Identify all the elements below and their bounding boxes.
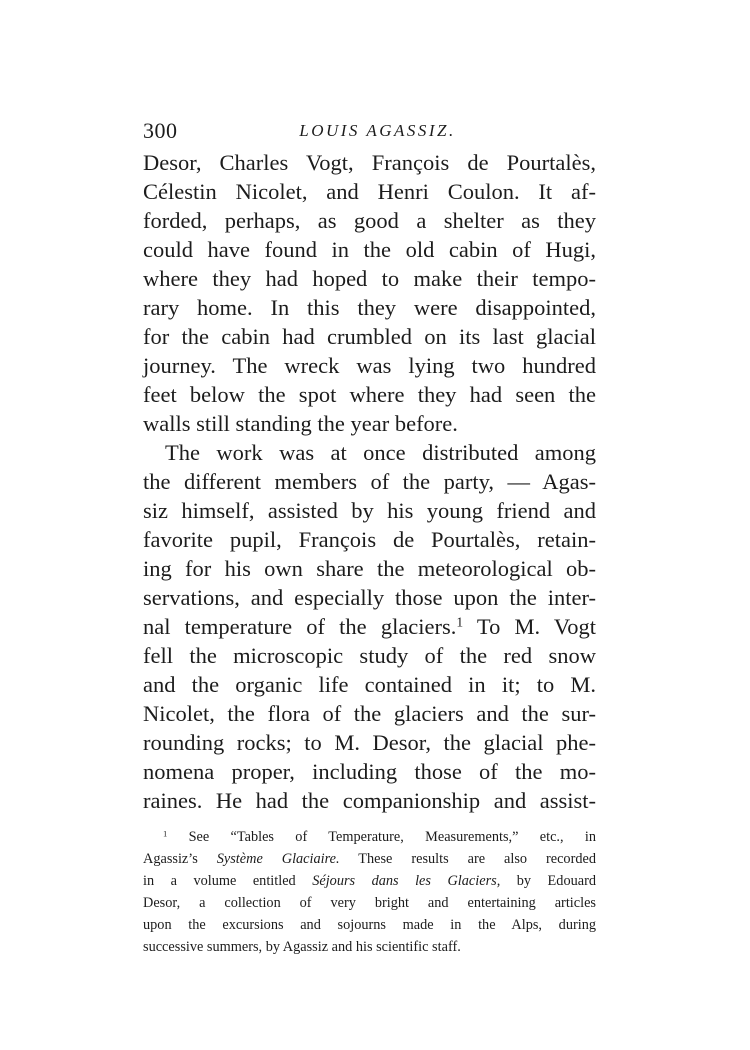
text-line: for the cabin had crumbled on its last glacial [143,324,596,349]
text-line: journey. The wreck was lying two hundred [143,353,596,378]
footnote-fragment: These results are also recorded [339,851,596,867]
text-line: Célestin Nicolet, and Henri Coulon. It af- [143,179,596,204]
footnote-line: Desor, a collection of very bright and entertaining articles [143,895,596,911]
running-title: LOUIS AGASSIZ. [299,121,456,140]
footnote-fragment: by Edouard [500,873,596,889]
footnote-marker: 1 [163,828,168,839]
text-line: could have found in the old cabin of Hugi, [143,237,596,262]
footnote-line [143,826,596,848]
text-line: the different members of the party, — Agas- [143,469,596,494]
footnote-fragment: Agassiz’s [143,851,217,867]
footnote-line [143,848,596,870]
text-line: and the organic life contained in it; to M. [143,672,596,697]
text-line: forded, perhaps, as good a shelter as they [143,208,596,233]
footnote-line: successive summers, by Agassiz and his scientific staff. [143,939,461,955]
text-line: Desor, Charles Vogt, François de Pourtalès, [143,150,596,175]
text-line: The work was at once distributed among [165,440,596,465]
text-line: walls still standing the year before. [143,411,458,436]
page-number: 300 [143,118,178,143]
body-text [143,148,596,815]
text-line: ing for his own share the meteorological ob- [143,556,596,581]
footnote [143,826,596,958]
text-line: siz himself, assisted by his young friend and [143,498,596,523]
text-line: feet below the spot where they had seen the [143,382,596,407]
footnote-fragment: See “Tables of Temperature, Measurements,” etc., in [167,829,596,845]
footnote-line [143,870,596,892]
footnote-book-title: Système Glaciaire. [216,851,340,867]
text-line: nomena proper, including those of the mo- [143,759,596,784]
text-fragment: To M. Vogt [463,614,596,639]
page-header [143,116,598,146]
text-line: rounding rocks; to M. Desor, the glacial phe- [143,730,596,755]
text-line: Nicolet, the flora of the glaciers and the sur- [143,701,596,726]
text-line-with-footnote-ref [143,612,596,641]
text-line: where they had hoped to make their tempo- [143,266,596,291]
text-line: favorite pupil, François de Pourtalès, retain- [143,527,596,552]
text-line: rary home. In this they were disappointed, [143,295,596,320]
text-fragment: nal temperature of the glaciers. [143,614,457,639]
footnote-reference: 1 [456,614,464,630]
text-line: servations, and especially those upon the inter- [143,585,596,610]
footnote-line: upon the excursions and sojourns made in the Alps, during [143,917,596,933]
footnote-fragment: in a volume entitled [143,873,313,889]
footnote-book-title: Séjours dans les Glaciers, [312,873,501,889]
text-line: fell the microscopic study of the red snow [143,643,596,668]
text-line: raines. He had the companionship and assist- [143,788,596,813]
